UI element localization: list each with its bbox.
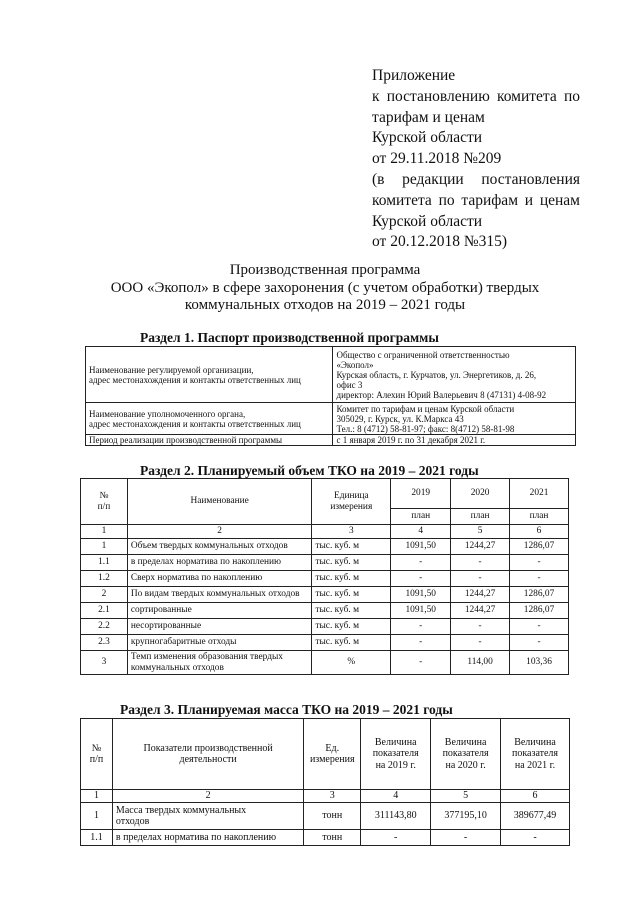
row-value: 1091,50 bbox=[391, 587, 451, 603]
appendix-line: тарифам и ценам bbox=[372, 108, 485, 126]
col-header-name: Наименование bbox=[127, 479, 312, 525]
row-name: крупногабаритные отходы bbox=[127, 635, 312, 651]
col-header-num: № п/п bbox=[81, 719, 113, 790]
col-number: 2 bbox=[127, 525, 312, 539]
row-num: 2.2 bbox=[81, 619, 128, 635]
passport-value: Общество с ограниченной ответственностью «Экопол» Курская область, г. Курчатов, ул. Энергетиков, д. 26, офис 3 директор: Алехин Юрий Валерьевич 8 (47131) 4-08-92 bbox=[333, 347, 576, 403]
row-num: 1 bbox=[81, 539, 128, 555]
document-title bbox=[90, 262, 560, 315]
col-header-name: Показатели производственной деятельности bbox=[112, 719, 303, 790]
row-name: Масса твердых коммунальных отходов bbox=[112, 803, 303, 830]
table-header-row bbox=[81, 479, 569, 509]
row-value: - bbox=[391, 635, 451, 651]
row-num: 3 bbox=[81, 651, 128, 675]
row-value: 389677,49 bbox=[501, 803, 570, 830]
row-num: 2 bbox=[81, 587, 128, 603]
col-number: 2 bbox=[112, 790, 303, 803]
row-name: в пределах норматива по накоплению bbox=[112, 830, 303, 846]
table-row bbox=[81, 555, 569, 571]
row-unit: тонн bbox=[304, 803, 361, 830]
col-header-plan: план bbox=[510, 509, 569, 525]
col-header-num: № п/п bbox=[81, 479, 128, 525]
appendix-line: Приложение bbox=[372, 67, 456, 84]
row-unit: тыс. куб. м bbox=[312, 587, 391, 603]
passport-label: Наименование уполномоченного органа, адрес местонахождения и контакты ответственных лиц bbox=[86, 403, 333, 435]
row-value: 1286,07 bbox=[510, 587, 569, 603]
row-name: По видам твердых коммунальных отходов bbox=[127, 587, 312, 603]
row-name: сортированные bbox=[127, 603, 312, 619]
col-header-plan: план bbox=[451, 509, 510, 525]
row-unit: тыс. куб. м bbox=[312, 603, 391, 619]
row-unit: тыс. куб. м bbox=[312, 635, 391, 651]
col-number: 6 bbox=[501, 790, 570, 803]
col-number: 3 bbox=[304, 790, 361, 803]
row-value: - bbox=[451, 619, 510, 635]
row-value: - bbox=[510, 555, 569, 571]
table-row bbox=[86, 347, 576, 403]
row-value: - bbox=[391, 555, 451, 571]
row-value: 1286,07 bbox=[510, 603, 569, 619]
row-unit: тонн bbox=[304, 830, 361, 846]
row-name: Объем твердых коммунальных отходов bbox=[127, 539, 312, 555]
appendix-line: к постановлению комитета по bbox=[372, 87, 580, 105]
col-header-value: Величина показателя на 2020 г. bbox=[431, 719, 501, 790]
col-number: 4 bbox=[361, 790, 431, 803]
row-unit: % bbox=[312, 651, 391, 675]
table-row bbox=[81, 587, 569, 603]
appendix-line: (в редакции постановления bbox=[372, 170, 580, 188]
col-number: 5 bbox=[451, 525, 510, 539]
mass-table bbox=[80, 718, 570, 846]
table-header-row bbox=[81, 719, 570, 790]
volume-table bbox=[80, 478, 569, 675]
col-header-year: 2021 bbox=[510, 479, 569, 509]
row-value: 1244,27 bbox=[451, 603, 510, 619]
row-unit: тыс. куб. м bbox=[312, 571, 391, 587]
col-number: 5 bbox=[431, 790, 501, 803]
col-header-year: 2019 bbox=[391, 479, 451, 509]
row-name: Сверх норматива по накоплению bbox=[127, 571, 312, 587]
col-number: 1 bbox=[81, 525, 128, 539]
row-unit: тыс. куб. м bbox=[312, 555, 391, 571]
appendix-line: от 29.11.2018 №209 bbox=[372, 150, 502, 168]
row-value: - bbox=[501, 830, 570, 846]
table-row bbox=[81, 830, 570, 846]
col-number-row bbox=[81, 790, 570, 803]
appendix-line: комитета по тарифам и ценам bbox=[372, 191, 580, 209]
row-value: 311143,80 bbox=[361, 803, 431, 830]
row-unit: тыс. куб. м bbox=[312, 619, 391, 635]
row-value: 114,00 bbox=[451, 651, 510, 675]
row-value: 1244,27 bbox=[451, 539, 510, 555]
appendix-line: от 20.12.2018 №315) bbox=[372, 233, 508, 251]
appendix-line: Курской области bbox=[372, 212, 483, 230]
row-num: 1.1 bbox=[81, 830, 113, 846]
row-value: 103,36 bbox=[510, 651, 569, 675]
row-num: 1.2 bbox=[81, 571, 128, 587]
row-name: несортированные bbox=[127, 619, 312, 635]
section3-heading: Раздел 3. Планируемая масса ТКО на 2019 – 2021 годы bbox=[120, 702, 453, 717]
section1-heading: Раздел 1. Паспорт производственной программы bbox=[140, 330, 439, 345]
row-num: 1.1 bbox=[81, 555, 128, 571]
col-header-unit: Единица измерения bbox=[312, 479, 391, 525]
col-header-plan: план bbox=[391, 509, 451, 525]
row-value: 1091,50 bbox=[391, 539, 451, 555]
table-row bbox=[81, 571, 569, 587]
col-number: 4 bbox=[391, 525, 451, 539]
col-number: 6 bbox=[510, 525, 569, 539]
row-value: - bbox=[510, 571, 569, 587]
table-row bbox=[81, 619, 569, 635]
row-value: - bbox=[510, 635, 569, 651]
col-number: 1 bbox=[81, 790, 113, 803]
passport-table bbox=[85, 346, 576, 446]
row-value: - bbox=[361, 830, 431, 846]
row-value: - bbox=[431, 830, 501, 846]
row-value: - bbox=[451, 635, 510, 651]
row-value: 1286,07 bbox=[510, 539, 569, 555]
row-value: - bbox=[451, 571, 510, 587]
row-num: 1 bbox=[81, 803, 113, 830]
passport-value: с 1 января 2019 г. по 31 декабря 2021 г. bbox=[333, 435, 576, 446]
table-row bbox=[81, 603, 569, 619]
row-value: 1091,50 bbox=[391, 603, 451, 619]
table-row bbox=[86, 435, 576, 446]
row-value: - bbox=[391, 571, 451, 587]
row-value: 377195,10 bbox=[431, 803, 501, 830]
row-value: - bbox=[391, 619, 451, 635]
section2-heading: Раздел 2. Планируемый объем ТКО на 2019 – 2021 годы bbox=[140, 463, 479, 478]
col-header-value: Величина показателя на 2019 г. bbox=[361, 719, 431, 790]
title-line: Производственная программа bbox=[229, 262, 421, 278]
col-header-unit: Ед. измерения bbox=[304, 719, 361, 790]
passport-label: Период реализации производственной программы bbox=[86, 435, 333, 446]
appendix-block bbox=[372, 66, 580, 253]
table-row bbox=[81, 635, 569, 651]
row-value: - bbox=[510, 619, 569, 635]
col-number: 3 bbox=[312, 525, 391, 539]
table-row bbox=[81, 651, 569, 675]
col-number-row bbox=[81, 525, 569, 539]
table-row bbox=[86, 403, 576, 435]
title-line: коммунальных отходов на 2019 – 2021 годы bbox=[184, 297, 466, 313]
row-name: Темп изменения образования твердых коммунальных отходов bbox=[127, 651, 312, 675]
passport-label: Наименование регулируемой организации, адрес местонахождения и контакты ответственных лиц bbox=[86, 347, 333, 403]
col-header-value: Величина показателя на 2021 г. bbox=[501, 719, 570, 790]
appendix-line: Курской области bbox=[372, 129, 483, 147]
row-value: 1244,27 bbox=[451, 587, 510, 603]
table-row bbox=[81, 539, 569, 555]
row-name: в пределах норматива по накоплению bbox=[127, 555, 312, 571]
row-num: 2.3 bbox=[81, 635, 128, 651]
row-value: - bbox=[451, 555, 510, 571]
row-unit: тыс. куб. м bbox=[312, 539, 391, 555]
row-value: - bbox=[391, 651, 451, 675]
col-header-year: 2020 bbox=[451, 479, 510, 509]
table-row bbox=[81, 803, 570, 830]
passport-value: Комитет по тарифам и ценам Курской области 305029, г. Курск, ул. К.Маркса 43 Тел.: 8 (4712) 58-81-97; факс: 8(4712) 58-81-98 bbox=[333, 403, 576, 435]
row-num: 2.1 bbox=[81, 603, 128, 619]
title-line: ООО «Экопол» в сфере захоронения (с учетом обработки) твердых bbox=[110, 279, 540, 296]
